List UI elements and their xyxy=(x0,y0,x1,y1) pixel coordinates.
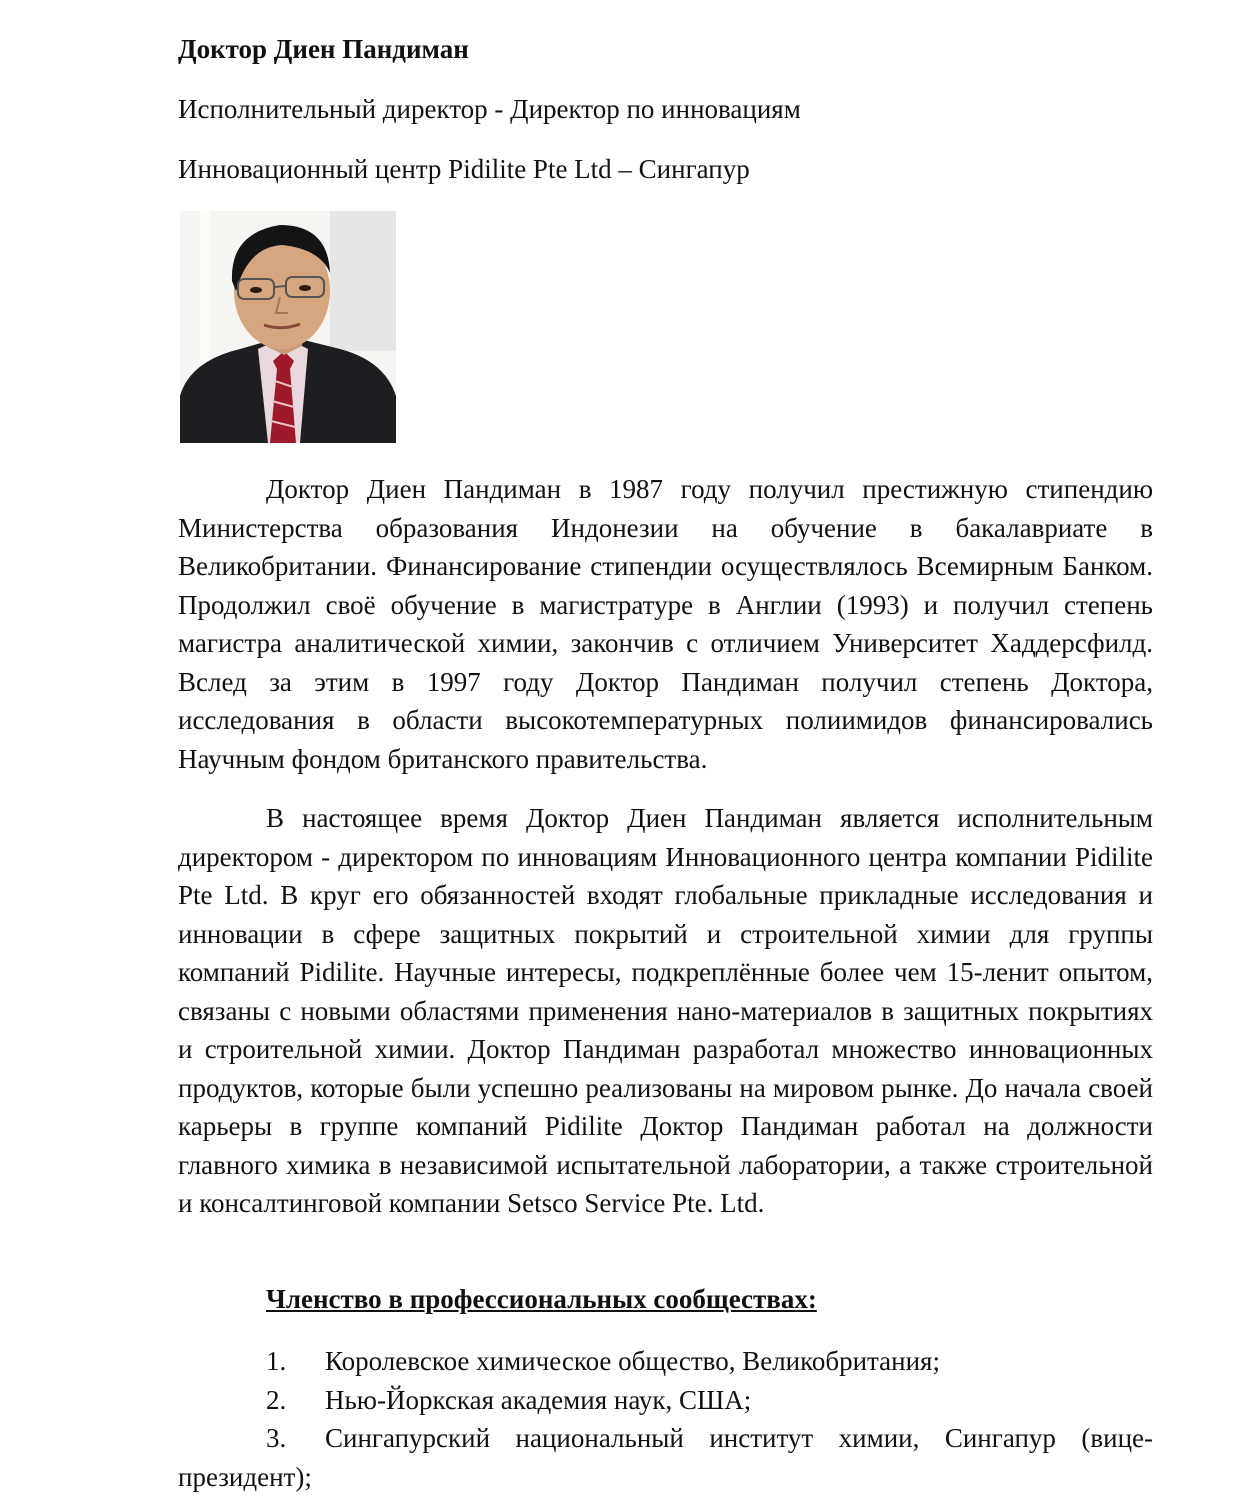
list-text: Нью-Йоркская академия наук, США; xyxy=(325,1384,752,1415)
company-name: Инновационный центр Pidilite Pte Ltd – Сингапур xyxy=(178,154,750,184)
job-title: Исполнительный директор - Директор по инновациям xyxy=(178,94,801,124)
list-text: Королевское химическое общество, Великобритания; xyxy=(325,1346,940,1376)
person-name: Доктор Диен Пандиман xyxy=(178,34,469,64)
list-item xyxy=(178,1381,1153,1420)
biography-paragraph-1 xyxy=(178,470,1153,778)
list-number: 2. xyxy=(266,1384,287,1415)
list-item xyxy=(178,1419,1153,1496)
memberships-heading: Членство в профессиональных сообществах: xyxy=(266,1284,817,1314)
list-text: Сингапурский национальный институт химии, Сингапур (вице-президент); xyxy=(178,1423,1153,1492)
portrait-photo xyxy=(180,211,396,443)
paragraph-text: В настоящее время Доктор Диен Пандиман является исполнительным директором - директором по инновациям Инновационного центра компании Pidilite Pte Ltd. В круг его обязанностей входят глобальные прикладные исследования и инновации в сфере защитных покрытий и строительной химии для группы компаний Pidilite. Научные интересы, подкреплённые более чем 15-ленит опытом, связаны с новыми областями применения нано-материалов в защитных покрытиях и строительной химии. Доктор Пандиман разработал множество инновационных продуктов, которые были успешно реализованы на мировом рынке. До начала своей карьеры в группе компаний Pidilite Доктор Пандиман работал на должности главного химика в независимой испытательной лаборатории, а также строительной и консалтинговой компании Setsco Service Pte. Ltd. xyxy=(178,803,1153,1218)
memberships-list xyxy=(178,1342,1153,1496)
list-number: 3. xyxy=(266,1423,287,1453)
paragraph-text: Доктор Диен Пандиман в 1987 году получил престижную стипендию Министерства образования Индонезии на обучение в бакалавриате в Великобритании. Финансирование стипендии осуществлялось Всемирным Банком. Продолжил своё обучение в магистратуре в Англии (1993) и получил степень магистра аналитической химии, закончив с отличием Университет Хаддерсфилд. Вслед за этим в 1997 году Доктор Пандиман получил степень Доктора, исследования в области высокотемпературных полиимидов финансировались Научным фондом британского правительства. xyxy=(178,474,1153,774)
biography-paragraph-2 xyxy=(178,799,1153,1223)
list-item xyxy=(178,1342,1153,1381)
list-number: 1. xyxy=(266,1346,287,1376)
